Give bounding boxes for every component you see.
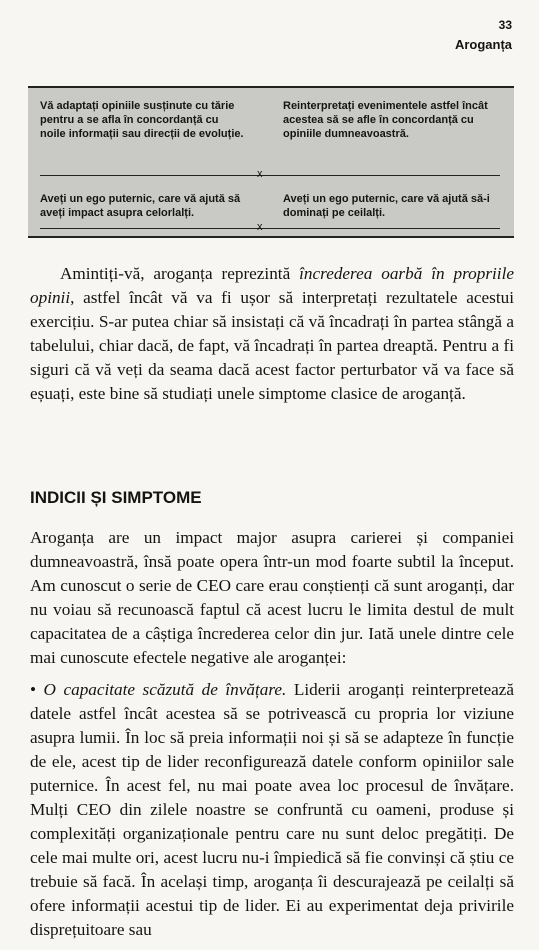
section-heading: INDICII ȘI SIMPTOME [30,488,202,507]
paragraph-text: , astfel încât vă va fi ușor să interpretați rezultatele acestui exercițiu. S-ar putea chiar să insistați că vă încadrați în partea stângă a tabelului, chiar dacă, de fapt, vă încadrați în partea dreaptă. Pentru a fi siguri că vă veți da seama dacă acest factor perturbator vă va face să eșuați, este bine să studiați unele simptome clasice de aroganță. [30,288,514,403]
page-header [455,16,512,54]
bullet-lead: O capacitate scăzută de învățare. [43,680,287,699]
bullet-marker: • [30,680,37,699]
scale-mark: x [257,221,263,233]
scale-line [40,228,500,229]
table-cell-bottom-left: Aveți un ego puternic, care vă ajută să aveți impact asupra celorlalți. [40,193,241,219]
running-head: Aroganța [454,37,512,52]
paragraph [30,262,514,406]
paragraph-text: Amintiți-vă, aroganța reprezintă [60,264,300,283]
paragraph: Aroganța are un impact major asupra carierei și companiei dumneavoastră, însă poate opera într-un mod foarte subtil la început. Am cunoscut o serie de CEO care erau conștienți că sunt aroganți, dar nu voiau să recunoască faptul că acest lucru le limita destul de mult capacitatea de a câștiga încrederea celor din jur. Iată unele dintre cele mai cunoscute efectele negative ale aroganței: [30,528,514,667]
bullet-text: Liderii aroganți reinterpretează datele astfel încât acestea să se potrivească cu propria lor viziune asupra lumii. În loc să preia informații noi și să se adapteze în funcție de ele, acest tip de lider reconfigurează datele conform opiniilor sale puternice. În acest fel, nu mai poate avea loc procesul de învățare. Mulți CEO din zilele noastre se confruntă cu oameni, produse și complexități organizaționale pentru care nu sunt deloc pregătiți. De cele mai multe ori, acest lucru nu-i împiedică să fie convinși că știu ce trebuie să facă. În același timp, aroganța îi descurajează pe ceilalți să ofere informații acestui tip de lider. Ei au experimentat deja privirile disprețuitoare sau [30,680,515,939]
scale-line [40,175,500,176]
emphasis-text: încrederea oarbă în propriile opinii [30,264,514,307]
table-cell-top-right: Reinterpretați evenimentele astfel încât acestea să se afle în concordanță cu opiniile dumneavoastră. [283,100,488,140]
scale-mark: x [257,168,263,180]
table-cell-top-left: Vă adaptați opiniile susținute cu tărie pentru a se afla în concordanță cu noile informații sau direcții de evoluție. [40,100,244,140]
comparison-table [28,86,514,238]
table-cell-bottom-right: Aveți un ego puternic, care vă ajută să-i dominați pe ceilalți. [283,193,490,219]
page-number: 33 [498,18,512,32]
bullet-item [30,678,514,942]
